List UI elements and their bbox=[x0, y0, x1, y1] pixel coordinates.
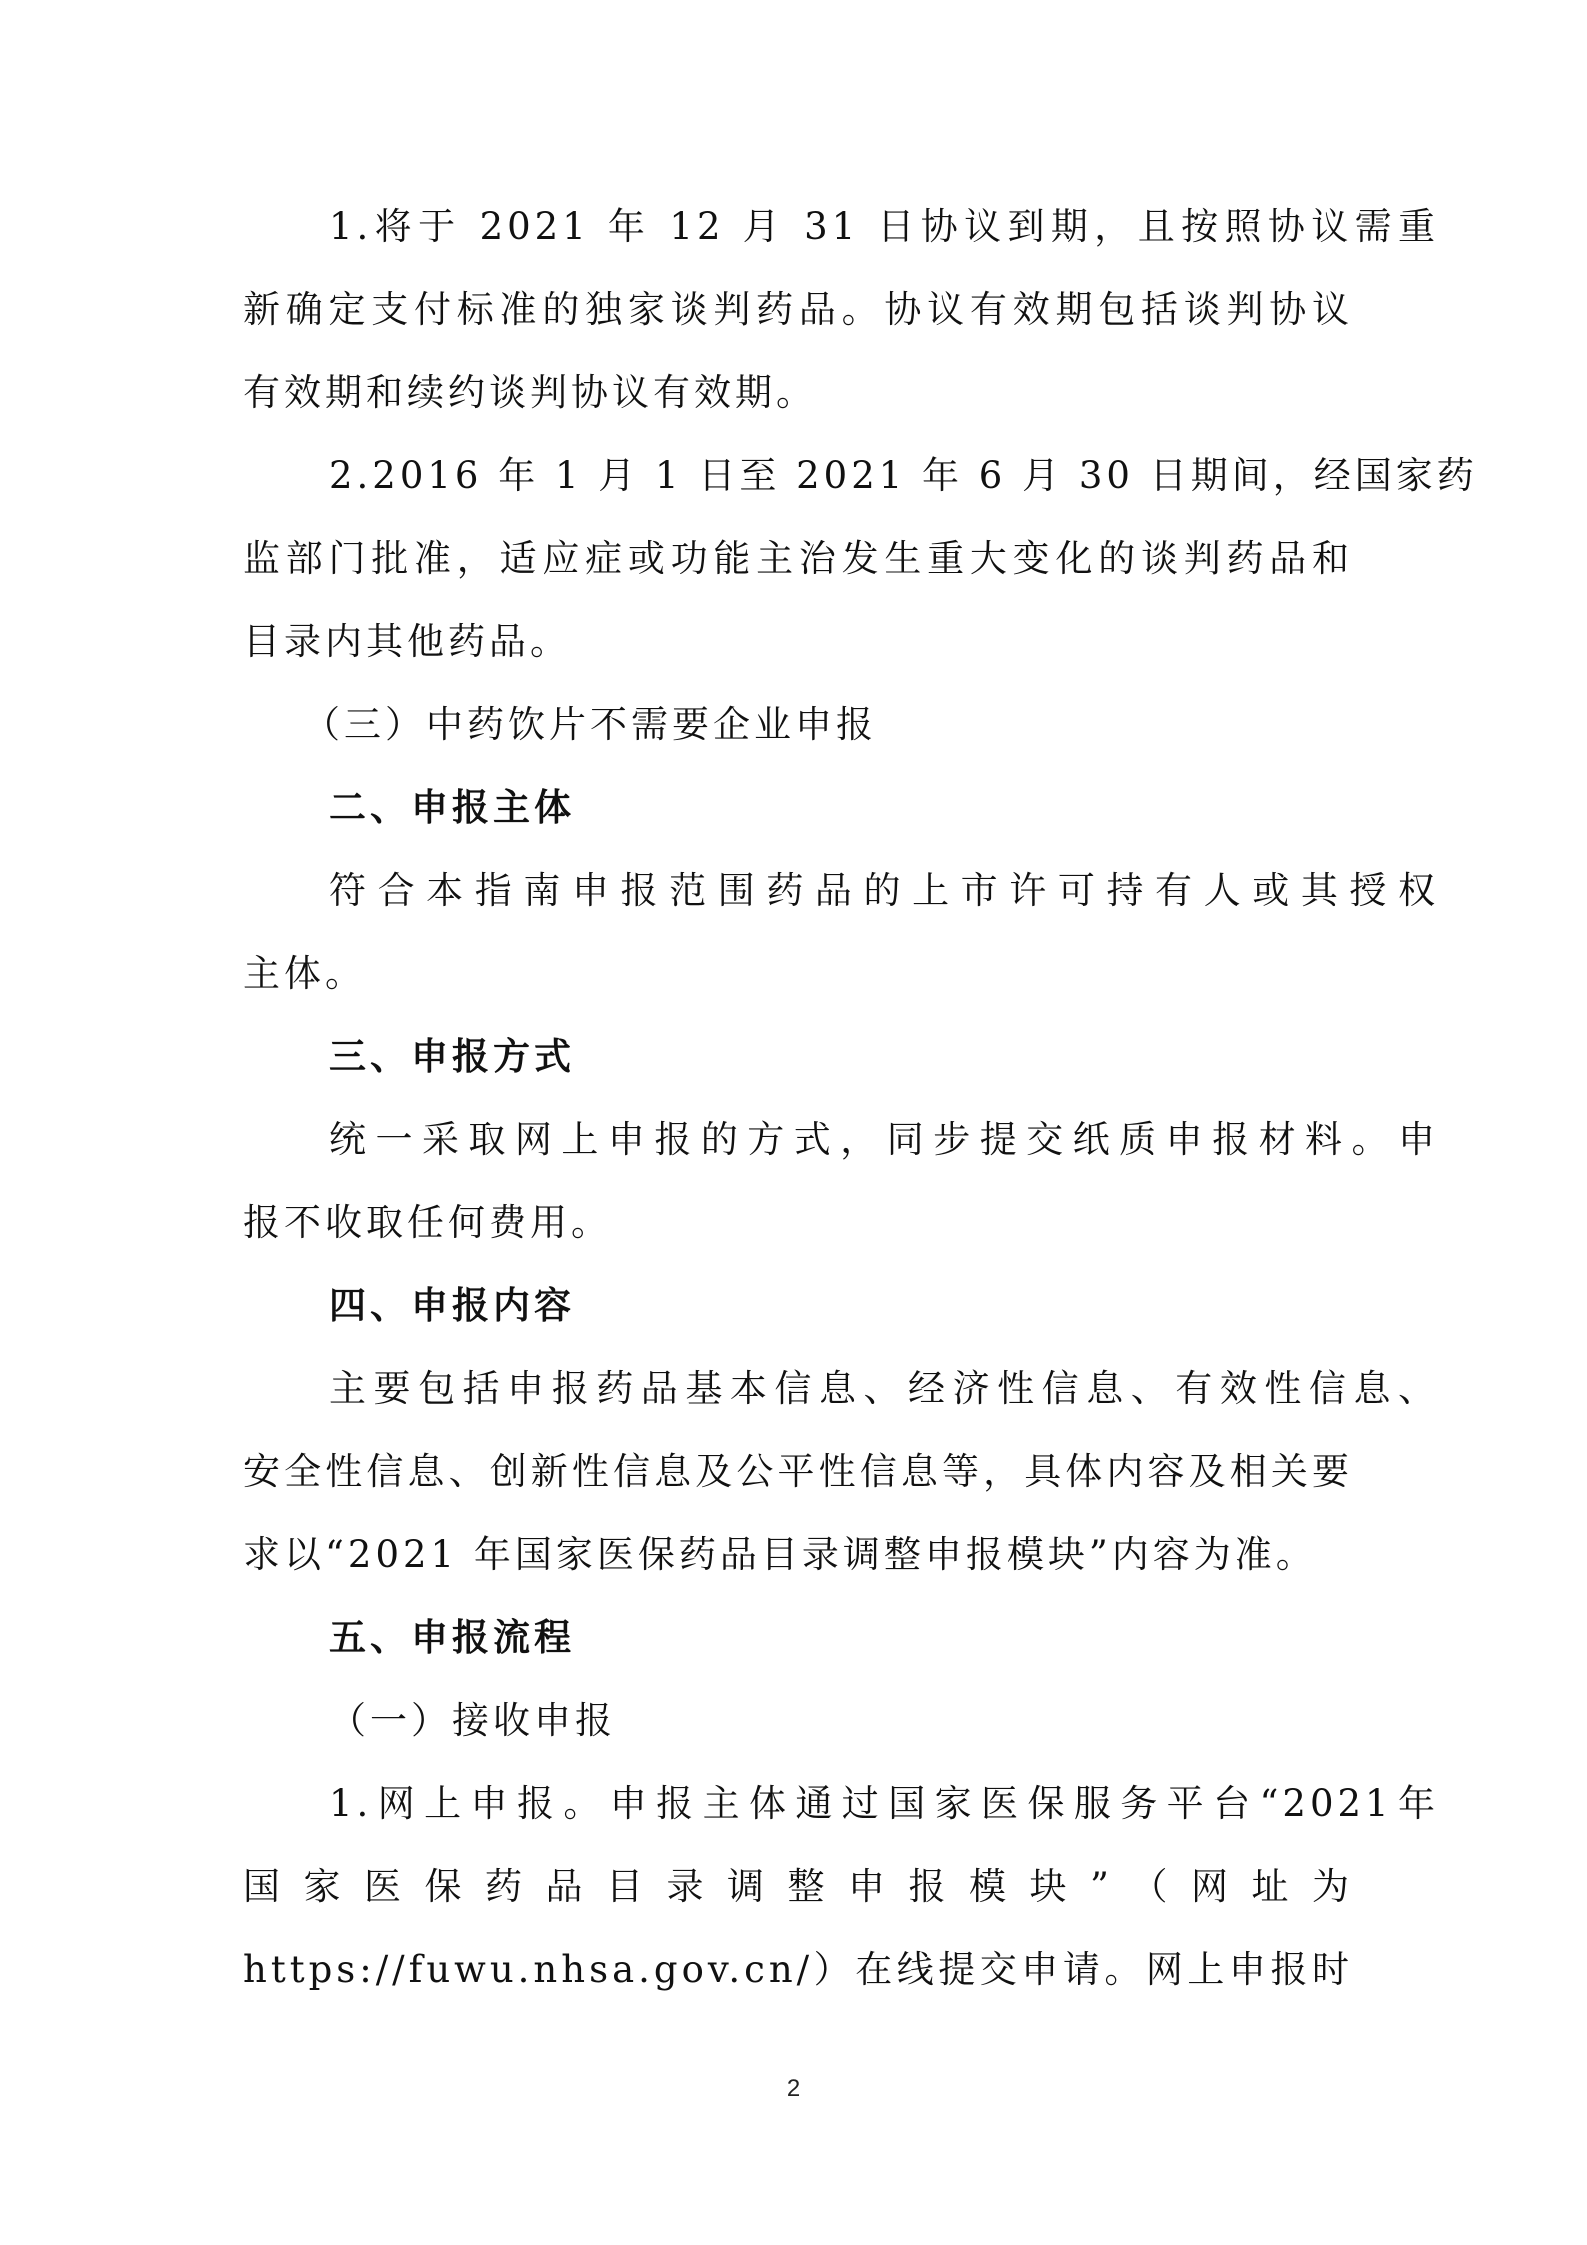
paragraph-line: 2.2016 年 1 月 1 日至 2021 年 6 月 30 日期间，经国家药 bbox=[329, 454, 1478, 497]
paragraph-line: 1.将于 2021 年 12 月 31 日协议到期，且按照协议需重 bbox=[329, 205, 1439, 248]
paragraph-line: 符合本指南申报范围药品的上市许可持有人或其授权 bbox=[329, 869, 1439, 912]
paragraph-line: 报不收取任何费用。 bbox=[243, 1201, 612, 1244]
paragraph-line: 主要包括申报药品基本信息、经济性信息、有效性信息、 bbox=[329, 1367, 1439, 1410]
section-heading: 四、申报内容 bbox=[329, 1284, 575, 1327]
paragraph-line: 主体。 bbox=[243, 952, 366, 995]
page-number: 2 bbox=[786, 2075, 801, 2102]
section-heading: 五、申报流程 bbox=[329, 1616, 575, 1659]
paragraph-line: https://fuwu.nhsa.gov.cn/）在线提交申请。网上申报时 bbox=[243, 1948, 1353, 1991]
document-body bbox=[243, 185, 1478, 2011]
paragraph-line: 目录内其他药品。 bbox=[243, 620, 571, 663]
section-heading: 三、申报方式 bbox=[329, 1035, 575, 1078]
paragraph-line: 求以“2021 年国家医保药品目录调整申报模块”内容为准。 bbox=[243, 1533, 1317, 1576]
paragraph-line: 统一采取网上申报的方式，同步提交纸质申报材料。申 bbox=[329, 1118, 1439, 1161]
subsection-heading: （三）中药饮片不需要企业申报 bbox=[303, 703, 877, 746]
paragraph-line: 国 家 医 保 药 品 目 录 调 整 申 报 模 块 ” （ 网 址 为 bbox=[243, 1865, 1353, 1908]
subsection-heading: （一）接收申报 bbox=[329, 1699, 616, 1742]
paragraph-line: 新确定支付标准的独家谈判药品。协议有效期包括谈判协议 bbox=[243, 288, 1353, 331]
paragraph-line: 监部门批准，适应症或功能主治发生重大变化的谈判药品和 bbox=[243, 537, 1353, 580]
paragraph-line: 安全性信息、创新性信息及公平性信息等，具体内容及相关要 bbox=[243, 1450, 1353, 1493]
paragraph-line: 1.网上申报。申报主体通过国家医保服务平台“2021年 bbox=[329, 1782, 1439, 1825]
section-heading: 二、申报主体 bbox=[329, 786, 575, 829]
paragraph-line: 有效期和续约谈判协议有效期。 bbox=[243, 371, 817, 414]
